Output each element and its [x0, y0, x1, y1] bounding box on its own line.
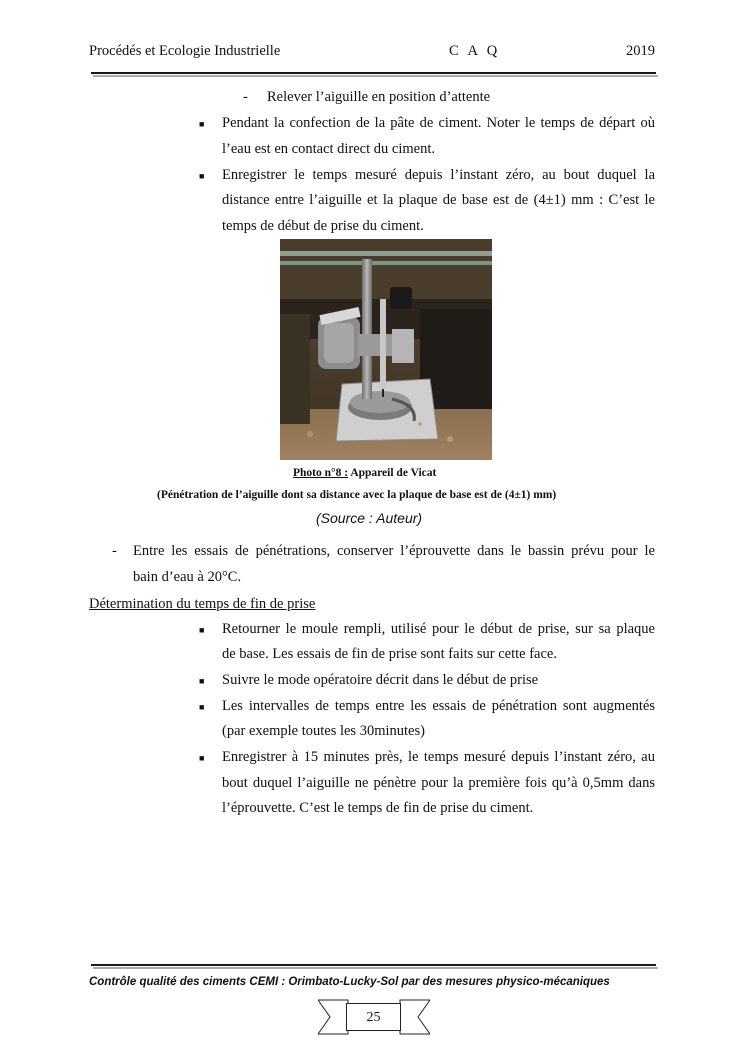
figure-subtitle: (Pénétration de l’aiguille dont sa distance avec la plaque de base est de (4±1) mm) [157, 489, 557, 501]
vicat-apparatus-photo [280, 239, 492, 460]
bullet-line: Enregistrer le temps mesuré depuis l’instant zéro, au bout duquel la [222, 167, 655, 183]
dash-marker: - [112, 543, 117, 559]
dash-item-line: Entre les essais de pénétrations, conserver l’éprouvette dans le bassin prévu pour le [133, 543, 655, 559]
header-rule [91, 72, 656, 74]
bullet-marker: ■ [199, 625, 205, 635]
header-left-title: Procédés et Ecologie Industrielle [89, 43, 281, 59]
bullet-line: de base. Les essais de fin de prise sont faits sur cette face. [222, 646, 557, 662]
footer-rule-shadow [93, 967, 658, 969]
dash-marker: - [243, 89, 248, 105]
header-center-title: C A Q [449, 43, 501, 59]
bullet-line: Pendant la confection de la pâte de ciment. Noter le temps de départ où [222, 115, 655, 131]
bullet-marker: ■ [199, 753, 205, 763]
bullet-line: distance entre l’aiguille et la plaque de base est de (4±1) mm : C’est le [222, 192, 655, 208]
footer-rule [91, 964, 656, 966]
bullet-line: Les intervalles de temps entre les essais de pénétration sont augmentés [222, 698, 655, 714]
bullet-marker: ■ [199, 702, 205, 712]
footer-text: Contrôle qualité des ciments CEMI : Orimbato-Lucky-Sol par des mesures physico-mécaniques [89, 976, 610, 988]
figure-caption [293, 467, 436, 479]
bullet-marker: ■ [199, 171, 205, 181]
figure-source: (Source : Auteur) [316, 510, 423, 526]
bullet-line: Suivre le mode opératoire décrit dans le début de prise [222, 672, 539, 688]
dash-item-line: bain d’eau à 20°C. [133, 569, 242, 585]
section-heading: Détermination du temps de fin de prise [89, 596, 316, 612]
bullet-line: l’eau est en contact direct du ciment. [222, 141, 435, 157]
bullet-marker: ■ [199, 119, 205, 129]
header-year: 2019 [626, 43, 655, 59]
page-number: 25 [346, 1003, 401, 1031]
step-text: Relever l’aiguille en position d’attente [267, 89, 491, 105]
bullet-line: Enregistrer à 15 minutes près, le temps mesuré depuis l’instant zéro, au [222, 749, 655, 765]
bullet-line: Retourner le moule rempli, utilisé pour le début de prise, sur sa plaque [222, 621, 655, 637]
bullet-line: l’éprouvette. C’est le temps de fin de prise du ciment. [222, 800, 534, 816]
header-rule-shadow [93, 75, 658, 77]
bullet-line: bout duquel l’aiguille ne pénètre pour la première fois qu’à 0,5mm dans [222, 775, 655, 791]
figure-title: Appareil de Vicat [348, 467, 437, 479]
bullet-line: (par exemple toutes les 30minutes) [222, 723, 425, 739]
figure-label: Photo n°8 : [293, 467, 349, 479]
bullet-marker: ■ [199, 676, 205, 686]
bullet-line: temps de début de prise du ciment. [222, 218, 424, 234]
